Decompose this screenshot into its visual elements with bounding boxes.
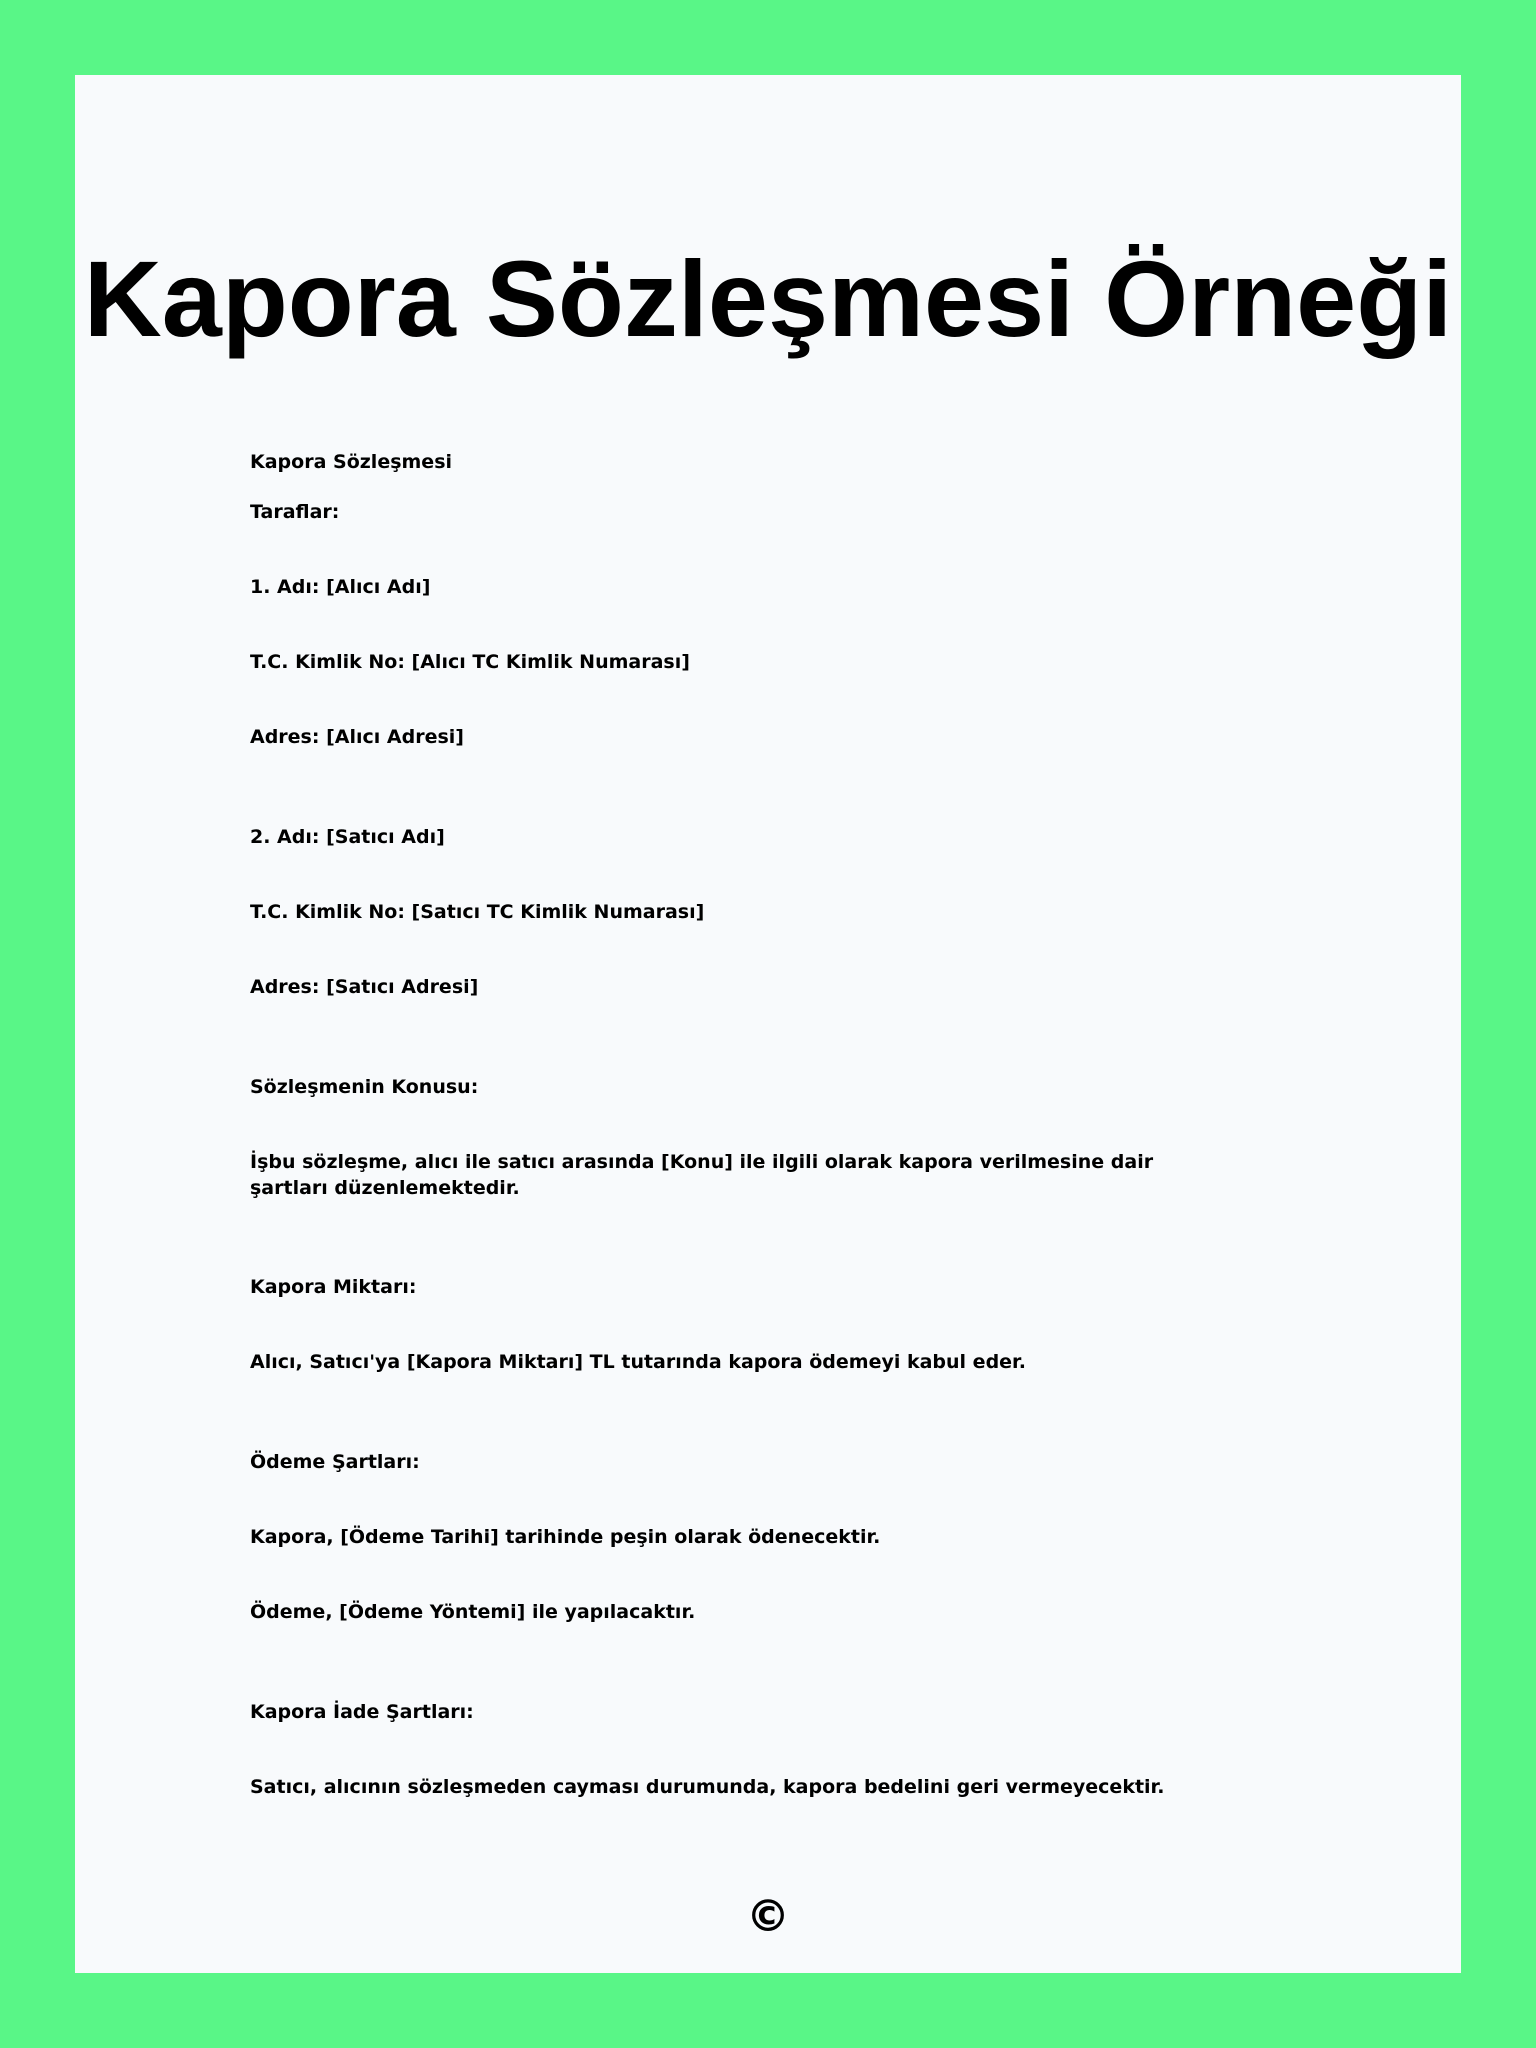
buyer-name: 1. Adı: [Alıcı Adı] bbox=[250, 576, 431, 598]
copyright-icon: © bbox=[746, 1891, 790, 1942]
buyer-address: Adres: [Alıcı Adresi] bbox=[250, 726, 464, 748]
document-page bbox=[75, 75, 1461, 1973]
section-payment-heading: Ödeme Şartları: bbox=[250, 1451, 420, 1473]
section-subject-heading: Sözleşmenin Konusu: bbox=[250, 1076, 479, 1098]
seller-id-number: T.C. Kimlik No: [Satıcı TC Kimlik Numarası] bbox=[250, 901, 705, 923]
seller-address: Adres: [Satıcı Adresi] bbox=[250, 976, 479, 998]
section-refund-heading: Kapora İade Şartları: bbox=[250, 1701, 474, 1723]
payment-date-paragraph: Kapora, [Ödeme Tarihi] tarihinde peşin olarak ödenecektir. bbox=[250, 1526, 881, 1548]
refund-paragraph: Satıcı, alıcının sözleşmeden cayması durumunda, kapora bedelini geri vermeyecektir. bbox=[250, 1776, 1165, 1798]
section-amount-heading: Kapora Miktarı: bbox=[250, 1276, 417, 1298]
payment-method-paragraph: Ödeme, [Ödeme Yöntemi] ile yapılacaktır. bbox=[250, 1601, 696, 1623]
buyer-id-number: T.C. Kimlik No: [Alıcı TC Kimlik Numarası] bbox=[250, 651, 690, 673]
doc-heading: Kapora Sözleşmesi bbox=[250, 451, 453, 473]
section-parties-heading: Taraflar: bbox=[250, 501, 340, 523]
seller-name: 2. Adı: [Satıcı Adı] bbox=[250, 826, 445, 848]
subject-paragraph: İşbu sözleşme, alıcı ile satıcı arasında [Konu] ile ilgili olarak kapora verilmesine dair şartları düzenlemektedir. bbox=[250, 1151, 1154, 1199]
amount-paragraph: Alıcı, Satıcı'ya [Kapora Miktarı] TL tutarında kapora ödemeyi kabul eder. bbox=[250, 1351, 1026, 1373]
document-title: Kapora Sözleşmesi Örneği bbox=[83, 238, 1453, 359]
